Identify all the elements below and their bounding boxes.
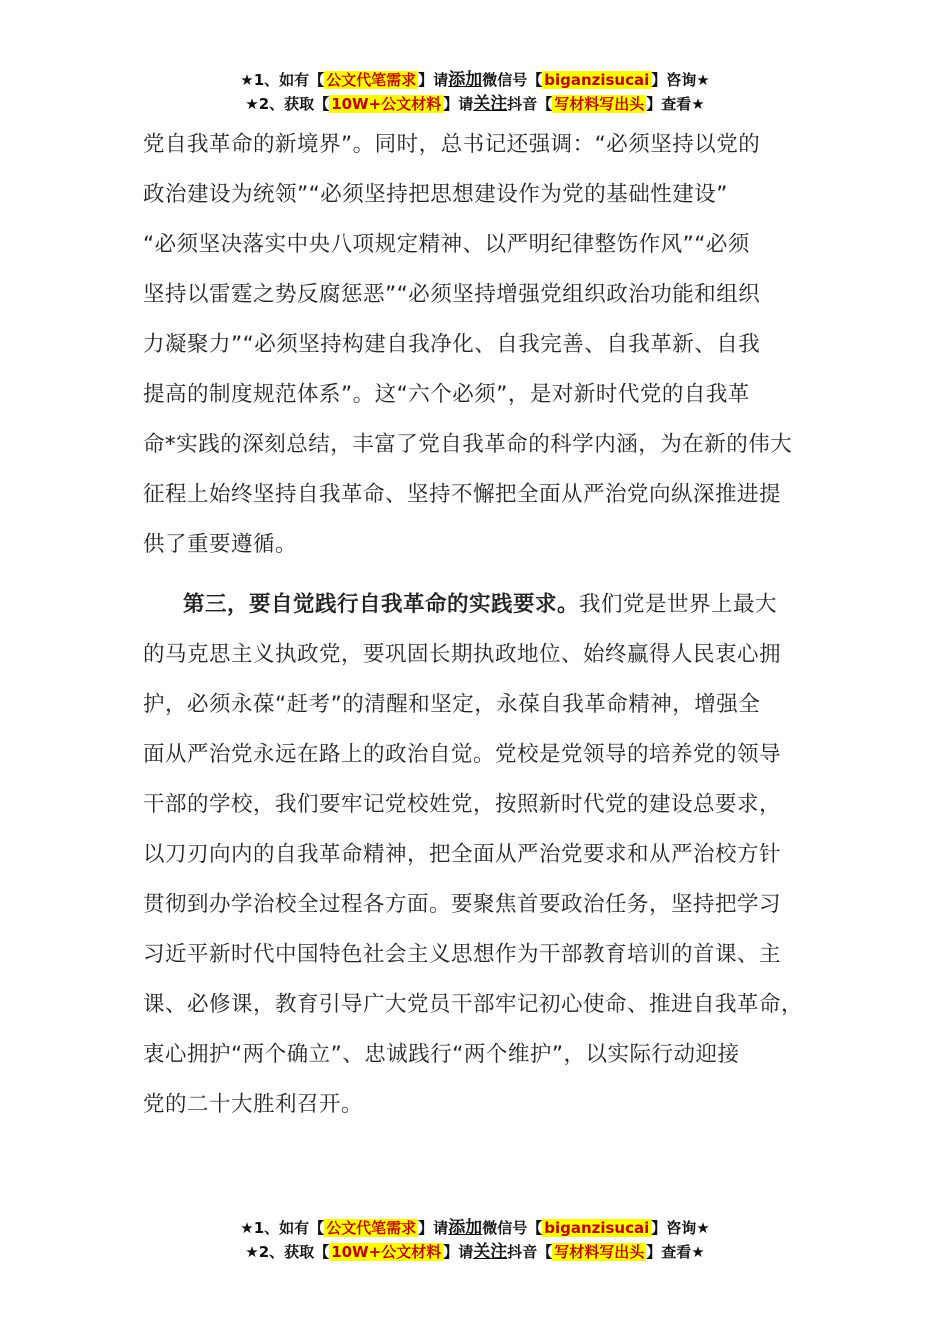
text-run: 我们党是世界上最大 bbox=[579, 592, 778, 617]
underlined-text: 关注 bbox=[473, 1242, 508, 1262]
text-line: 政治建设为统领”“必须坚持把思想建设作为党的基础性建设” bbox=[143, 182, 728, 207]
banner-text: ★2、获取【 bbox=[245, 95, 330, 113]
highlight-service: 公文代笔需求 bbox=[326, 1219, 417, 1237]
banner-line-2 bbox=[0, 1240, 950, 1264]
banner-text: 抖音【 bbox=[507, 1243, 553, 1261]
document-body bbox=[143, 120, 823, 1130]
banner-text: 】查看★ bbox=[646, 1243, 705, 1261]
banner-line-2 bbox=[0, 92, 950, 116]
text-line: 的马克思主义执政党，要巩固长期执政地位、始终赢得人民衷心拥 bbox=[143, 642, 782, 667]
banner-text: 】请 bbox=[443, 95, 474, 113]
banner-text: 抖音【 bbox=[507, 95, 553, 113]
paragraph-2 bbox=[143, 580, 823, 1130]
underlined-text: 关注 bbox=[473, 94, 508, 114]
highlight-wechat-id: biganzisucai bbox=[544, 1219, 650, 1237]
text-line: 党的二十大胜利召开。 bbox=[143, 1092, 364, 1117]
header-banner bbox=[0, 68, 950, 116]
banner-text: 】咨询★ bbox=[651, 1219, 710, 1237]
highlight-douyin: 写材料写出头 bbox=[554, 95, 645, 113]
text-line: 提高的制度规范体系”。这“六个必须”，是对新时代党的自我革 bbox=[143, 382, 750, 407]
text-line: 命*实践的深刻总结，丰富了党自我革命的科学内涵，为在新的伟大 bbox=[143, 432, 793, 457]
text-line: 征程上始终坚持自我革命、坚持不懈把全面从严治党向纵深推进提 bbox=[143, 482, 782, 507]
paragraph-1 bbox=[143, 120, 823, 570]
text-line: “必须坚决落实中央八项规定精神、以严明纪律整饬作风”“必须 bbox=[143, 232, 750, 257]
text-line: 坚持以雷霆之势反腐惩恶”“必须坚持增强党组织政治功能和组织 bbox=[143, 282, 761, 307]
banner-text: 】请 bbox=[418, 71, 449, 89]
banner-text: ★1、如有【 bbox=[240, 1219, 325, 1237]
paragraph-gap bbox=[143, 570, 823, 580]
banner-text: 】咨询★ bbox=[651, 71, 710, 89]
highlight-service: 公文代笔需求 bbox=[326, 71, 417, 89]
banner-line-1 bbox=[0, 68, 950, 92]
text-line: 以刀刃向内的自我革命精神，把全面从严治党要求和从严治校方针 bbox=[143, 842, 782, 867]
banner-text: 微信号【 bbox=[482, 1219, 543, 1237]
highlight-materials: 10W+公文材料 bbox=[331, 1243, 442, 1261]
banner-text: ★1、如有【 bbox=[240, 71, 325, 89]
underlined-text: 添加 bbox=[448, 1218, 483, 1238]
highlight-wechat-id: biganzisucai bbox=[544, 71, 650, 89]
highlight-materials: 10W+公文材料 bbox=[331, 95, 442, 113]
text-line: 力凝聚力”“必须坚持构建自我净化、自我完善、自我革新、自我 bbox=[143, 332, 761, 357]
banner-text: 】查看★ bbox=[646, 95, 705, 113]
banner-text: ★2、获取【 bbox=[245, 1243, 330, 1261]
text-line: 护，必须永葆“赶考”的清醒和坚定，永葆自我革命精神，增强全 bbox=[143, 692, 761, 717]
banner-text: 】请 bbox=[443, 1243, 474, 1261]
text-line: 党自我革命的新境界”。同时，总书记还强调：“必须坚持以党的 bbox=[143, 132, 761, 157]
text-line: 课、必修课，教育引导广大党员干部牢记初心使命、推进自我革命， bbox=[143, 992, 804, 1017]
banner-text: 】请 bbox=[418, 1219, 449, 1237]
text-line: 习近平新时代中国特色社会主义思想作为干部教育培训的首课、主 bbox=[143, 942, 782, 967]
footer-banner bbox=[0, 1216, 950, 1264]
text-line: 干部的学校，我们要牢记党校姓党，按照新时代党的建设总要求， bbox=[143, 792, 782, 817]
text-line: 衷心拥护“两个确立”、忠诚践行“两个维护”，以实际行动迎接 bbox=[143, 1042, 740, 1067]
banner-line-1 bbox=[0, 1216, 950, 1240]
highlight-douyin: 写材料写出头 bbox=[554, 1243, 645, 1261]
underlined-text: 添加 bbox=[448, 70, 483, 90]
banner-text: 微信号【 bbox=[482, 71, 543, 89]
section-heading: 第三，要自觉践行自我革命的实践要求。 bbox=[183, 592, 580, 617]
text-line: 面从严治党永远在路上的政治自觉。党校是党领导的培养党的领导 bbox=[143, 742, 782, 767]
text-line: 贯彻到办学治校全过程各方面。要聚焦首要政治任务，坚持把学习 bbox=[143, 892, 782, 917]
text-line: 供了重要遵循。 bbox=[143, 532, 298, 557]
text-line bbox=[143, 580, 823, 630]
